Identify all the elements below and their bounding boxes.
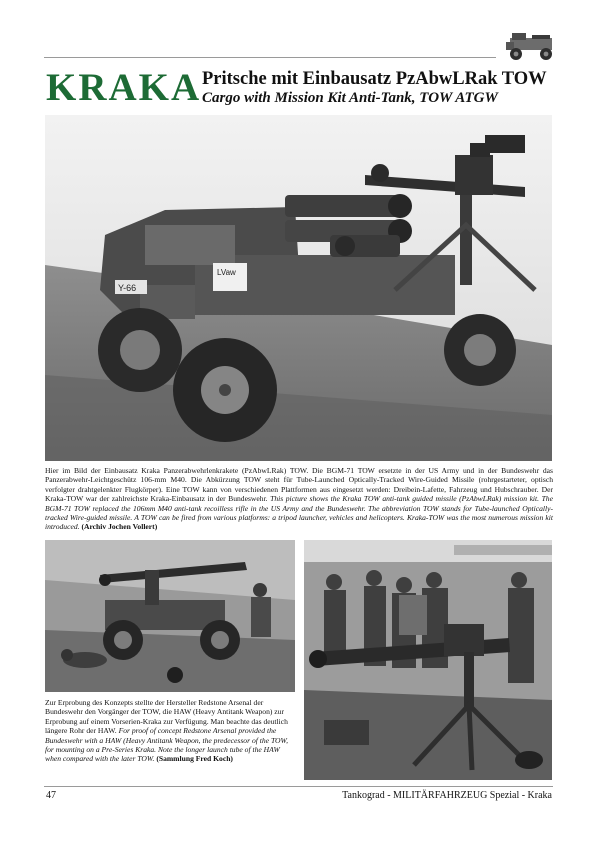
main-photo-caption [45, 466, 553, 532]
section-word: KRAKA [46, 66, 202, 109]
caption-english: For proof of concept Redstone Arsenal provided the Bundeswehr with a HAW (Heavy Antitank Weapon, the predecessor of the TOW, for mounting on a Pre-Series Kraka. Note the longer launch tube of the HAW when compared with the later TOW. [45, 726, 289, 764]
photo-haw-pre-series-kraka [45, 540, 295, 692]
main-photo-kraka-tow [45, 115, 552, 461]
vehicle-thumbnail [502, 28, 562, 64]
footer-publication: Tankograd - MILITÄRFAHRZEUG Spezial - Kraka [342, 790, 552, 801]
vehicle-badge-stencil: LVaw [217, 268, 236, 277]
header-rule [44, 57, 496, 58]
bottom-left-photo-caption [45, 698, 297, 764]
footer-rule [44, 786, 553, 787]
page-title-english: Cargo with Mission Kit Anti-Tank, TOW ATGW [202, 90, 498, 106]
caption-german: Zur Erprobung des Konzepts stellte der Hersteller Redstone Arsenal der Bundeswehr den Vorgänger der TOW, die HAW (Heavy Antitank Weapon) zur Erprobung auf einem Vorserien-Kraka zur Verfügung. Man beachte das deutlich längere Rohr der HAW. [45, 698, 288, 736]
photo-credit: (Sammlung Fred Koch) [156, 754, 233, 764]
page-number: 47 [46, 790, 56, 801]
photo-credit: (Archiv Jochen Vollert) [81, 522, 158, 532]
vehicle-plate-stencil: Y-66 [118, 283, 137, 293]
caption-german: Hier im Bild der Einbausatz Kraka Panzerabwehrlenkrakete (PzAbwLRak) TOW. Die BGM-71 TOW ersetzte in der US Army und in der Bundeswehr das Panzerabwehr-Leichtgeschütz 106-mm M40. Die Abkürzung TOW steht für Tube-Launched Optically-Tracked Wire-Guided Missile (rohrgestarteter, optisch verfolgter drahtgelenkter Flugkörper). Eine TOW kann von verschiedenen Plattformen aus eingesetzt werden: Dreibein-Lafette, Fahrzeug und Hubschrauber. Der Kraka-TOW war der zahlreichste Kraka-Einbausatz in der Bundeswehr. [45, 466, 553, 504]
photo-tripod-tow-demonstration [304, 540, 552, 780]
page-title-german: Pritsche mit Einbausatz PzAbwLRak TOW [202, 69, 547, 89]
caption-english: This picture shows the Kraka TOW anti-tank guided missile (PzAbwLRak) mission kit. The BGM-71 TOW replaced the 106mm M40 anti-tank recoilless rifle in the US Army and the Bundeswehr. The abbreviation TOW stands for Tube-launched Optically-tracked Wire-guided missile. A TOW can be fired from various platforms: a tripod launcher, vehicles and helicopters. Kraka-TOW was the most numerous mission kit introduced. [45, 494, 553, 532]
